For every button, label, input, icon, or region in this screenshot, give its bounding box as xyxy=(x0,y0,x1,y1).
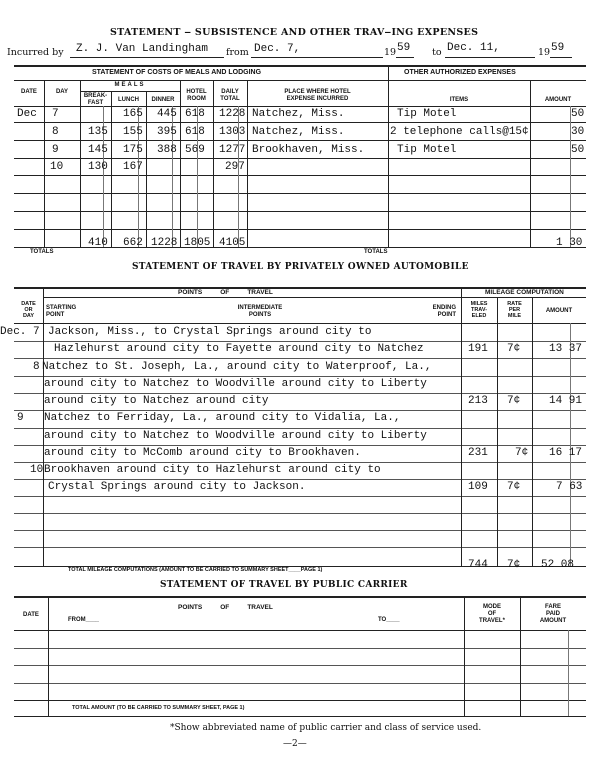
totals-label: TOTALS xyxy=(30,249,54,255)
to-year-prefix: 19 xyxy=(538,47,551,58)
col-place: PLACE WHERE HOTEL EXPENSE INCURRED xyxy=(284,89,351,102)
to-date: Dec. 11, xyxy=(447,42,500,54)
total-daily: 4105 xyxy=(219,237,246,249)
auto-total-label: TOTAL MILEAGE COMPUTATIONS (AMOUNT TO BE CARRIED TO SUMMARY SHEET____PAGE 1) xyxy=(68,567,323,573)
col-items: ITEMS xyxy=(449,97,469,103)
page-number: —2— xyxy=(283,739,307,749)
to-label: to xyxy=(432,47,442,58)
col-dinner: DINNER xyxy=(151,97,175,103)
carrier-section-title: STATEMENT OF TRAVEL BY PUBLIC CARRIER xyxy=(160,580,408,590)
col-breakfast: BREAK- FAST xyxy=(83,93,108,106)
from-label: from xyxy=(226,47,249,58)
auto-section-title: STATEMENT OF TRAVEL BY PRIVATELY OWNED AUTOMOBILE xyxy=(132,262,469,272)
auto-col-amount: AMOUNT xyxy=(545,308,573,314)
incurred-name: Z. J. Van Landingham xyxy=(76,43,209,55)
incurred-label: Incurred by xyxy=(7,47,64,58)
col-lunch: LUNCH xyxy=(118,97,139,103)
carrier-to-label: TO____ xyxy=(378,617,400,623)
carrier-col-mode: MODE OF TRAVEL* xyxy=(479,604,505,624)
col-meals: MEALS xyxy=(114,82,146,88)
auto-col-starting: STARTING POINT xyxy=(46,305,77,318)
carrier-total-label: TOTAL AMOUNT (TO BE CARRIED TO SUMMARY SHEET, PAGE 1) xyxy=(72,705,245,711)
auto-points-header: POINTS OF TRAVEL xyxy=(178,289,273,296)
col-amount: AMOUNT xyxy=(544,97,572,103)
other-total: 1 30 xyxy=(556,237,583,249)
auto-col-date: DATE OR DAY xyxy=(21,301,36,319)
from-date: Dec. 7, xyxy=(254,43,301,55)
auto-total-rate: 7¢ xyxy=(507,559,521,571)
carrier-col-date: DATE xyxy=(23,612,39,618)
auto-col-intermediate: INTERMEDIATE POINTS xyxy=(237,305,283,318)
col-date: DATE xyxy=(21,89,37,95)
totals-label-right: TOTALS xyxy=(364,249,388,255)
carrier-points-header: POINTS OF TRAVEL xyxy=(178,604,273,611)
col-day: DAY xyxy=(55,89,69,95)
carrier-col-fare: FARE PAID AMOUNT xyxy=(539,604,567,624)
auto-col-miles: MILES TRAV- ELED xyxy=(470,301,488,319)
auto-total-amount: 52 08 xyxy=(541,559,575,571)
page-title: STATEMENT ‒ SUBSISTENCE AND OTHER TRAV‒ING EXPENSES xyxy=(110,27,479,38)
total-breakfast: 410 xyxy=(88,237,108,249)
footnote: *Show abbreviated name of public carrier and class of service used. xyxy=(170,723,482,733)
col-hotel-room: HOTEL ROOM xyxy=(186,89,207,102)
from-year: 59 xyxy=(397,42,411,54)
total-lunch: 662 xyxy=(123,237,143,249)
carrier-from-label: FROM____ xyxy=(68,617,100,623)
total-dinner: 1228 xyxy=(151,237,178,249)
mileage-header: MILEAGE COMPUTATION xyxy=(485,289,564,296)
to-year: 59 xyxy=(551,42,565,54)
auto-col-rate: RATE PER MILE xyxy=(507,301,522,319)
from-year-prefix: 19 xyxy=(384,47,397,58)
col-daily-total: DAILY TOTAL xyxy=(220,89,240,102)
auto-col-ending: ENDING POINT xyxy=(432,305,456,318)
meals-section-title: STATEMENT OF COSTS OF MEALS AND LODGING xyxy=(92,69,262,76)
other-expenses-title: OTHER AUTHORIZED EXPENSES xyxy=(404,69,516,76)
auto-total-miles: 744 xyxy=(468,559,488,571)
total-hotel: 1805 xyxy=(184,237,211,249)
